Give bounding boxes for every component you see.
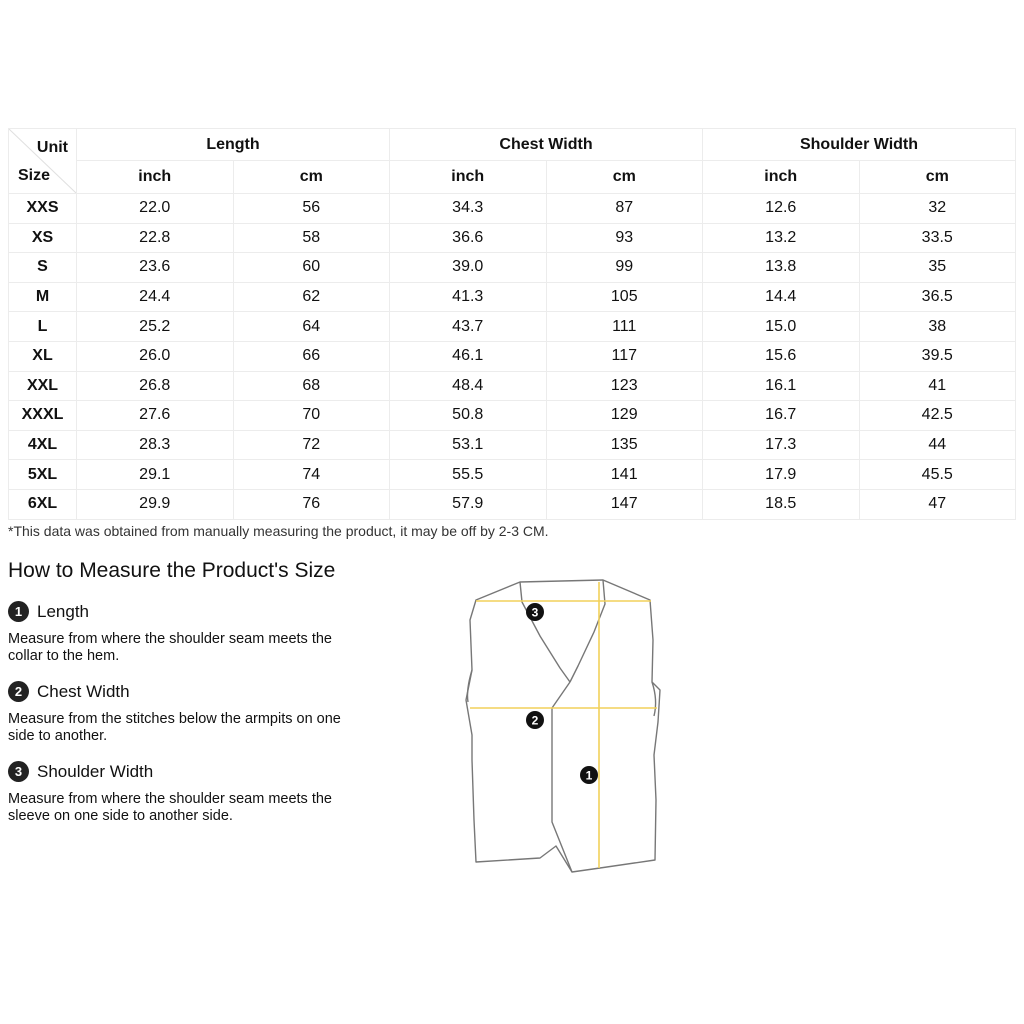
length-inch-cell: 23.6 <box>77 253 234 283</box>
chest-cm-cell: 141 <box>546 460 703 490</box>
group-header-shoulder-width: Shoulder Width <box>703 129 1016 161</box>
shoulder-cm-cell: 41 <box>859 371 1016 401</box>
unit-header-chest-inch: inch <box>390 161 547 194</box>
chest-cm-cell: 93 <box>546 223 703 253</box>
vest-outline <box>466 580 660 872</box>
table-row <box>9 223 1016 253</box>
shoulder-inch-cell: 15.6 <box>703 341 860 371</box>
chest-inch-cell: 48.4 <box>390 371 547 401</box>
unit-header-length-cm: cm <box>233 161 390 194</box>
chest-inch-cell: 55.5 <box>390 460 547 490</box>
step-description: Measure from where the shoulder seam meets the sleeve on one side to another side. <box>8 791 332 824</box>
size-cell: XXL <box>9 371 77 401</box>
size-chart-table <box>8 128 1016 520</box>
marker-1 <box>580 766 598 784</box>
table-row <box>9 194 1016 224</box>
shoulder-inch-cell: 13.8 <box>703 253 860 283</box>
length-cm-cell: 74 <box>233 460 390 490</box>
group-header-length: Length <box>77 129 390 161</box>
step-description: Measure from the stitches below the armpits on one side to another. <box>8 711 341 744</box>
length-inch-cell: 27.6 <box>77 401 234 431</box>
chest-cm-cell: 135 <box>546 430 703 460</box>
chest-inch-cell: 36.6 <box>390 223 547 253</box>
length-inch-cell: 29.1 <box>77 460 234 490</box>
chest-cm-cell: 129 <box>546 401 703 431</box>
shoulder-cm-cell: 47 <box>859 489 1016 519</box>
shoulder-inch-cell: 16.7 <box>703 401 860 431</box>
table-row <box>9 312 1016 342</box>
group-header-chest-width: Chest Width <box>390 129 703 161</box>
marker-2 <box>526 711 544 729</box>
table-row <box>9 341 1016 371</box>
shoulder-inch-cell: 17.9 <box>703 460 860 490</box>
length-cm-cell: 62 <box>233 282 390 312</box>
marker-label: 3 <box>531 605 539 620</box>
size-cell: 6XL <box>9 489 77 519</box>
chest-cm-cell: 105 <box>546 282 703 312</box>
size-cell: XXS <box>9 194 77 224</box>
length-inch-cell: 22.0 <box>77 194 234 224</box>
shoulder-inch-cell: 17.3 <box>703 430 860 460</box>
step-description: Measure from where the shoulder seam meets the collar to the hem. <box>8 631 332 664</box>
shoulder-cm-cell: 44 <box>859 430 1016 460</box>
shoulder-cm-cell: 42.5 <box>859 401 1016 431</box>
step-length <box>8 601 368 665</box>
size-cell: 5XL <box>9 460 77 490</box>
chest-inch-cell: 53.1 <box>390 430 547 460</box>
length-cm-cell: 66 <box>233 341 390 371</box>
shoulder-cm-cell: 38 <box>859 312 1016 342</box>
marker-label: 2 <box>531 713 539 728</box>
length-cm-cell: 60 <box>233 253 390 283</box>
shoulder-inch-cell: 16.1 <box>703 371 860 401</box>
step-shoulder-width <box>8 761 368 825</box>
shoulder-cm-cell: 33.5 <box>859 223 1016 253</box>
table-row <box>9 401 1016 431</box>
table-row <box>9 430 1016 460</box>
size-cell: 4XL <box>9 430 77 460</box>
chest-inch-cell: 39.0 <box>390 253 547 283</box>
unit-size-corner-cell <box>9 129 77 194</box>
size-cell: XS <box>9 223 77 253</box>
measurement-note: *This data was obtained from manually measuring the product, it may be off by 2-3 CM. <box>8 523 549 539</box>
chest-cm-cell: 87 <box>546 194 703 224</box>
length-inch-cell: 24.4 <box>77 282 234 312</box>
chest-cm-cell: 117 <box>546 341 703 371</box>
table-header-row <box>9 129 1016 161</box>
table-row <box>9 460 1016 490</box>
chest-cm-cell: 99 <box>546 253 703 283</box>
table-row <box>9 253 1016 283</box>
shoulder-inch-cell: 18.5 <box>703 489 860 519</box>
step-number-badge: 2 <box>8 681 29 702</box>
chest-inch-cell: 50.8 <box>390 401 547 431</box>
shoulder-cm-cell: 39.5 <box>859 341 1016 371</box>
length-cm-cell: 64 <box>233 312 390 342</box>
step-title: Chest Width <box>37 681 130 701</box>
shoulder-inch-cell: 13.2 <box>703 223 860 253</box>
length-cm-cell: 76 <box>233 489 390 519</box>
unit-header-length-inch: inch <box>77 161 234 194</box>
marker-3 <box>526 603 544 621</box>
step-title: Length <box>37 601 89 621</box>
shoulder-cm-cell: 35 <box>859 253 1016 283</box>
length-inch-cell: 22.8 <box>77 223 234 253</box>
length-inch-cell: 26.0 <box>77 341 234 371</box>
size-cell: S <box>9 253 77 283</box>
shoulder-cm-cell: 45.5 <box>859 460 1016 490</box>
length-inch-cell: 25.2 <box>77 312 234 342</box>
vest-outline-icon <box>455 575 675 880</box>
chest-cm-cell: 111 <box>546 312 703 342</box>
length-inch-cell: 28.3 <box>77 430 234 460</box>
step-title: Shoulder Width <box>37 761 154 781</box>
length-inch-cell: 26.8 <box>77 371 234 401</box>
table-unit-row <box>9 161 1016 194</box>
unit-header-shoulder-inch: inch <box>703 161 860 194</box>
table-row <box>9 489 1016 519</box>
length-cm-cell: 70 <box>233 401 390 431</box>
measurement-lines <box>470 582 657 868</box>
size-cell: M <box>9 282 77 312</box>
chest-inch-cell: 46.1 <box>390 341 547 371</box>
shoulder-inch-cell: 15.0 <box>703 312 860 342</box>
measure-section-title: How to Measure the Product's Size <box>8 559 336 582</box>
size-cell: XL <box>9 341 77 371</box>
table-row <box>9 282 1016 312</box>
size-label: Size <box>18 167 51 184</box>
shoulder-inch-cell: 12.6 <box>703 194 860 224</box>
step-chest-width <box>8 681 368 745</box>
chest-inch-cell: 41.3 <box>390 282 547 312</box>
length-cm-cell: 56 <box>233 194 390 224</box>
size-cell: XXXL <box>9 401 77 431</box>
table-row <box>9 371 1016 401</box>
step-number-badge: 1 <box>8 601 29 622</box>
length-inch-cell: 29.9 <box>77 489 234 519</box>
chest-cm-cell: 147 <box>546 489 703 519</box>
unit-header-chest-cm: cm <box>546 161 703 194</box>
shoulder-cm-cell: 36.5 <box>859 282 1016 312</box>
length-cm-cell: 58 <box>233 223 390 253</box>
unit-label: Unit <box>36 139 68 156</box>
unit-header-shoulder-cm: cm <box>859 161 1016 194</box>
chest-inch-cell: 57.9 <box>390 489 547 519</box>
size-cell: L <box>9 312 77 342</box>
length-cm-cell: 68 <box>233 371 390 401</box>
shoulder-inch-cell: 14.4 <box>703 282 860 312</box>
shoulder-cm-cell: 32 <box>859 194 1016 224</box>
marker-label: 1 <box>585 768 593 783</box>
chest-inch-cell: 43.7 <box>390 312 547 342</box>
step-number-badge: 3 <box>8 761 29 782</box>
chest-cm-cell: 123 <box>546 371 703 401</box>
chest-inch-cell: 34.3 <box>390 194 547 224</box>
length-cm-cell: 72 <box>233 430 390 460</box>
